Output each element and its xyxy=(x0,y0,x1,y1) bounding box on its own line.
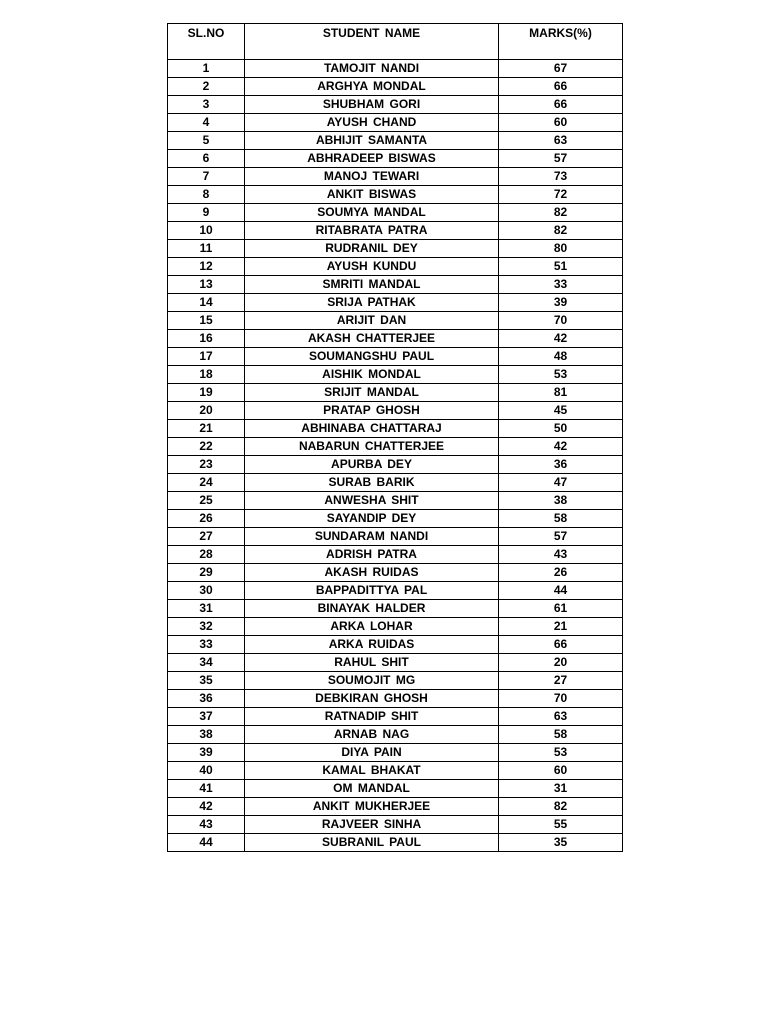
table-row xyxy=(168,546,623,564)
sl-no-cell: 13 xyxy=(168,276,245,294)
student-name-cell: RITABRATA PATRA xyxy=(245,222,499,240)
sl-no-cell: 2 xyxy=(168,78,245,96)
marks-cell: 42 xyxy=(499,438,623,456)
table-row xyxy=(168,312,623,330)
table-row xyxy=(168,600,623,618)
student-name-cell: KAMAL BHAKAT xyxy=(245,762,499,780)
sl-no-cell: 14 xyxy=(168,294,245,312)
sl-no-cell: 39 xyxy=(168,744,245,762)
sl-no-cell: 38 xyxy=(168,726,245,744)
student-name-cell: RAJVEER SINHA xyxy=(245,816,499,834)
sl-no-cell: 34 xyxy=(168,654,245,672)
marks-cell: 80 xyxy=(499,240,623,258)
sl-no-cell: 9 xyxy=(168,204,245,222)
student-marks-table xyxy=(167,23,623,852)
student-name-cell: BINAYAK HALDER xyxy=(245,600,499,618)
sl-no-cell: 26 xyxy=(168,510,245,528)
student-name-cell: ADRISH PATRA xyxy=(245,546,499,564)
marks-cell: 57 xyxy=(499,150,623,168)
table-row xyxy=(168,636,623,654)
marks-cell: 66 xyxy=(499,96,623,114)
table-row xyxy=(168,564,623,582)
table-row xyxy=(168,330,623,348)
student-name-cell: RATNADIP SHIT xyxy=(245,708,499,726)
table-row xyxy=(168,114,623,132)
sl-no-cell: 27 xyxy=(168,528,245,546)
student-name-cell: MANOJ TEWARI xyxy=(245,168,499,186)
table-row xyxy=(168,276,623,294)
sl-no-cell: 25 xyxy=(168,492,245,510)
student-name-cell: AYUSH KUNDU xyxy=(245,258,499,276)
marks-cell: 53 xyxy=(499,366,623,384)
marks-cell: 70 xyxy=(499,690,623,708)
sl-no-cell: 15 xyxy=(168,312,245,330)
sl-no-cell: 44 xyxy=(168,834,245,852)
student-name-cell: SRIJA PATHAK xyxy=(245,294,499,312)
table-row xyxy=(168,672,623,690)
table-row xyxy=(168,528,623,546)
table-row xyxy=(168,780,623,798)
marks-cell: 43 xyxy=(499,546,623,564)
sl-no-cell: 32 xyxy=(168,618,245,636)
student-name-cell: SOUMYA MANDAL xyxy=(245,204,499,222)
sl-no-cell: 36 xyxy=(168,690,245,708)
student-name-cell: TAMOJIT NANDI xyxy=(245,60,499,78)
marks-cell: 51 xyxy=(499,258,623,276)
sl-no-cell: 20 xyxy=(168,402,245,420)
marks-cell: 58 xyxy=(499,726,623,744)
table-row xyxy=(168,132,623,150)
table-row xyxy=(168,726,623,744)
sl-no-cell: 29 xyxy=(168,564,245,582)
sl-no-cell: 3 xyxy=(168,96,245,114)
sl-no-cell: 6 xyxy=(168,150,245,168)
table-row xyxy=(168,438,623,456)
header-row xyxy=(168,24,623,60)
sl-no-cell: 37 xyxy=(168,708,245,726)
marks-cell: 39 xyxy=(499,294,623,312)
table-row xyxy=(168,78,623,96)
table-row xyxy=(168,690,623,708)
student-name-cell: OM MANDAL xyxy=(245,780,499,798)
student-name-cell: SUNDARAM NANDI xyxy=(245,528,499,546)
table-row xyxy=(168,834,623,852)
table-row xyxy=(168,474,623,492)
table-row xyxy=(168,420,623,438)
table-row xyxy=(168,366,623,384)
marks-cell: 31 xyxy=(499,780,623,798)
sl-no-cell: 19 xyxy=(168,384,245,402)
marks-cell: 63 xyxy=(499,708,623,726)
table-row xyxy=(168,96,623,114)
sl-no-cell: 30 xyxy=(168,582,245,600)
student-name-cell: SUBRANIL PAUL xyxy=(245,834,499,852)
table-row xyxy=(168,582,623,600)
table-row xyxy=(168,60,623,78)
marks-cell: 82 xyxy=(499,798,623,816)
table-row xyxy=(168,816,623,834)
student-name-cell: BAPPADITTYA PAL xyxy=(245,582,499,600)
student-name-cell: SRIJIT MANDAL xyxy=(245,384,499,402)
marks-cell: 55 xyxy=(499,816,623,834)
table-row xyxy=(168,294,623,312)
student-name-cell: AYUSH CHAND xyxy=(245,114,499,132)
student-name-cell: NABARUN CHATTERJEE xyxy=(245,438,499,456)
table-row xyxy=(168,762,623,780)
table-row xyxy=(168,204,623,222)
marks-cell: 57 xyxy=(499,528,623,546)
student-name-cell: PRATAP GHOSH xyxy=(245,402,499,420)
sl-no-cell: 18 xyxy=(168,366,245,384)
marks-cell: 27 xyxy=(499,672,623,690)
marks-cell: 66 xyxy=(499,636,623,654)
sl-no-cell: 21 xyxy=(168,420,245,438)
table-row xyxy=(168,510,623,528)
sl-no-cell: 17 xyxy=(168,348,245,366)
header-sl-no: SL.NO xyxy=(168,24,245,60)
marks-cell: 72 xyxy=(499,186,623,204)
student-name-cell: ABHINABA CHATTARAJ xyxy=(245,420,499,438)
header-student-name: STUDENT NAME xyxy=(245,24,499,60)
table-row xyxy=(168,456,623,474)
student-name-cell: ANKIT BISWAS xyxy=(245,186,499,204)
sl-no-cell: 16 xyxy=(168,330,245,348)
marks-cell: 36 xyxy=(499,456,623,474)
table-row xyxy=(168,258,623,276)
table-row xyxy=(168,186,623,204)
student-name-cell: ARKA RUIDAS xyxy=(245,636,499,654)
marks-cell: 26 xyxy=(499,564,623,582)
sl-no-cell: 23 xyxy=(168,456,245,474)
student-name-cell: ANKIT MUKHERJEE xyxy=(245,798,499,816)
sl-no-cell: 28 xyxy=(168,546,245,564)
student-name-cell: ANWESHA SHIT xyxy=(245,492,499,510)
marks-cell: 42 xyxy=(499,330,623,348)
marks-cell: 82 xyxy=(499,204,623,222)
student-name-cell: DEBKIRAN GHOSH xyxy=(245,690,499,708)
table-row xyxy=(168,492,623,510)
marks-cell: 44 xyxy=(499,582,623,600)
table-row xyxy=(168,654,623,672)
student-name-cell: ABHRADEEP BISWAS xyxy=(245,150,499,168)
header-marks: MARKS(%) xyxy=(499,24,623,60)
student-name-cell: DIYA PAIN xyxy=(245,744,499,762)
sl-no-cell: 8 xyxy=(168,186,245,204)
table-row xyxy=(168,744,623,762)
student-name-cell: SOUMANGSHU PAUL xyxy=(245,348,499,366)
table-row xyxy=(168,168,623,186)
marks-cell: 47 xyxy=(499,474,623,492)
sl-no-cell: 7 xyxy=(168,168,245,186)
table-row xyxy=(168,222,623,240)
marks-cell: 63 xyxy=(499,132,623,150)
sl-no-cell: 40 xyxy=(168,762,245,780)
marks-cell: 21 xyxy=(499,618,623,636)
student-name-cell: SAYANDIP DEY xyxy=(245,510,499,528)
student-name-cell: AKASH CHATTERJEE xyxy=(245,330,499,348)
sl-no-cell: 12 xyxy=(168,258,245,276)
student-name-cell: AKASH RUIDAS xyxy=(245,564,499,582)
table-row xyxy=(168,798,623,816)
table-row xyxy=(168,384,623,402)
sl-no-cell: 31 xyxy=(168,600,245,618)
marks-cell: 45 xyxy=(499,402,623,420)
student-name-cell: ARNAB NAG xyxy=(245,726,499,744)
student-name-cell: APURBA DEY xyxy=(245,456,499,474)
sl-no-cell: 11 xyxy=(168,240,245,258)
student-name-cell: SHUBHAM GORI xyxy=(245,96,499,114)
student-name-cell: ARGHYA MONDAL xyxy=(245,78,499,96)
marks-cell: 60 xyxy=(499,114,623,132)
marks-cell: 35 xyxy=(499,834,623,852)
table-row xyxy=(168,348,623,366)
marks-cell: 33 xyxy=(499,276,623,294)
sl-no-cell: 22 xyxy=(168,438,245,456)
marks-cell: 20 xyxy=(499,654,623,672)
marks-cell: 60 xyxy=(499,762,623,780)
marks-cell: 82 xyxy=(499,222,623,240)
marks-cell: 53 xyxy=(499,744,623,762)
student-name-cell: SMRITI MANDAL xyxy=(245,276,499,294)
marks-cell: 66 xyxy=(499,78,623,96)
student-name-cell: SURAB BARIK xyxy=(245,474,499,492)
marks-cell: 38 xyxy=(499,492,623,510)
student-name-cell: ARIJIT DAN xyxy=(245,312,499,330)
student-name-cell: ARKA LOHAR xyxy=(245,618,499,636)
student-name-cell: RAHUL SHIT xyxy=(245,654,499,672)
table-row xyxy=(168,618,623,636)
marks-cell: 73 xyxy=(499,168,623,186)
marks-cell: 70 xyxy=(499,312,623,330)
marks-cell: 81 xyxy=(499,384,623,402)
table-row xyxy=(168,150,623,168)
student-name-cell: ABHIJIT SAMANTA xyxy=(245,132,499,150)
sl-no-cell: 33 xyxy=(168,636,245,654)
marks-cell: 48 xyxy=(499,348,623,366)
marks-cell: 58 xyxy=(499,510,623,528)
sl-no-cell: 41 xyxy=(168,780,245,798)
sl-no-cell: 24 xyxy=(168,474,245,492)
sl-no-cell: 42 xyxy=(168,798,245,816)
table-row xyxy=(168,708,623,726)
student-name-cell: RUDRANIL DEY xyxy=(245,240,499,258)
sl-no-cell: 1 xyxy=(168,60,245,78)
sl-no-cell: 10 xyxy=(168,222,245,240)
table-row xyxy=(168,402,623,420)
marks-cell: 67 xyxy=(499,60,623,78)
sl-no-cell: 4 xyxy=(168,114,245,132)
sl-no-cell: 35 xyxy=(168,672,245,690)
sl-no-cell: 43 xyxy=(168,816,245,834)
marks-cell: 61 xyxy=(499,600,623,618)
table-row xyxy=(168,240,623,258)
student-name-cell: AISHIK MONDAL xyxy=(245,366,499,384)
sl-no-cell: 5 xyxy=(168,132,245,150)
marks-cell: 50 xyxy=(499,420,623,438)
student-name-cell: SOUMOJIT MG xyxy=(245,672,499,690)
